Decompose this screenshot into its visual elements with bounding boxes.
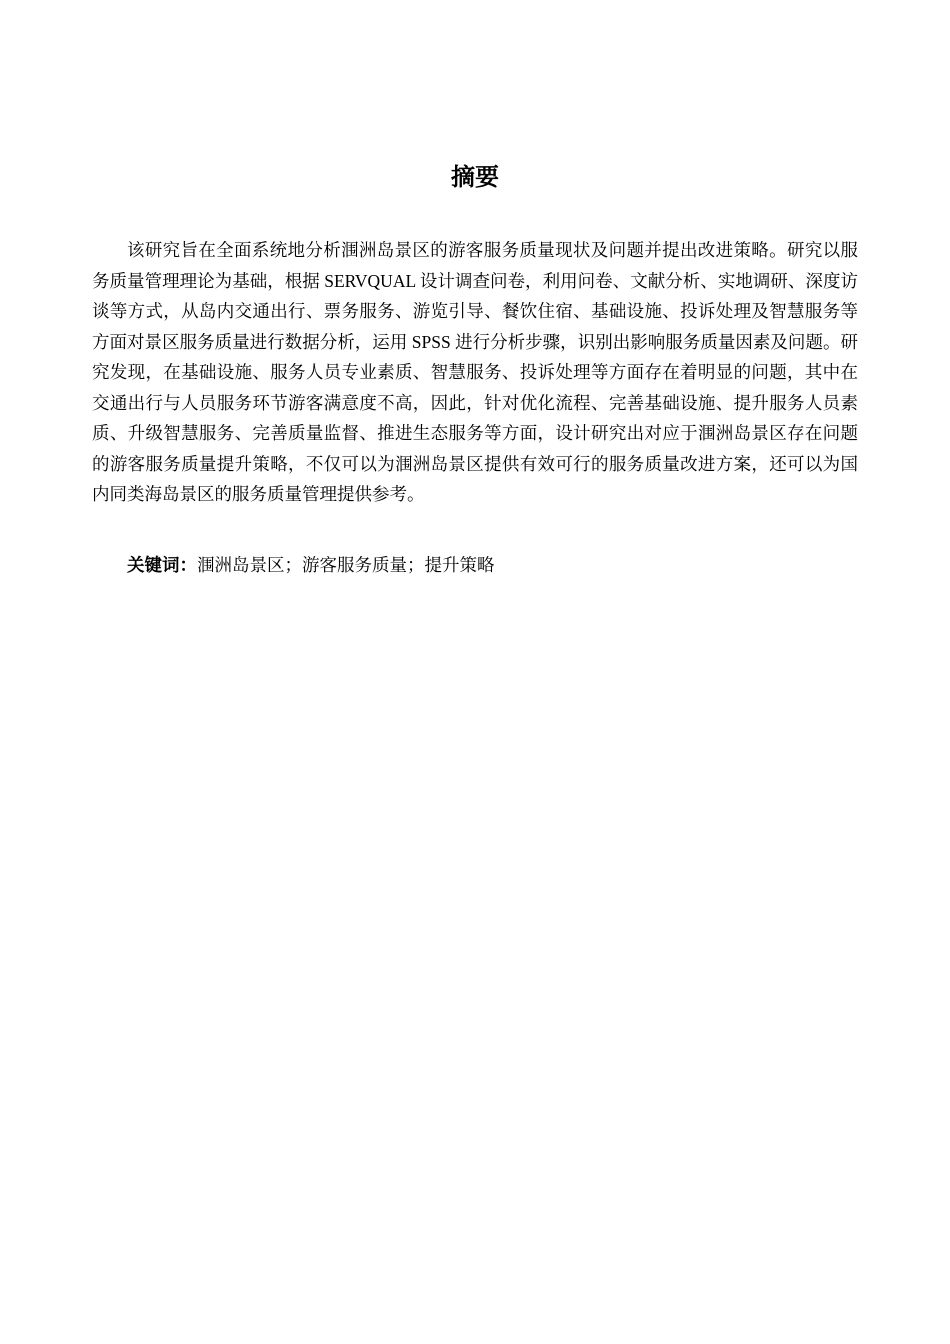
keywords-line <box>92 550 858 581</box>
abstract-body: 该研究旨在全面系统地分析涠洲岛景区的游客服务质量现状及问题并提出改进策略。研究以服务质量管理理论为基础，根据 SERVQUAL 设计调查问卷，利用问卷、文献分析、实地调研、深度访谈等方式，从岛内交通出行、票务服务、游览引导、餐饮住宿、基础设施、投诉处理及智慧服务等方面对景区服务质量进行数据分析，运用 SPSS 进行分析步骤，识别出影响服务质量因素及问题。研究发现，在基础设施、服务人员专业素质、智慧服务、投诉处理等方面存在着明显的问题，其中在交通出行与人员服务环节游客满意度不高，因此，针对优化流程、完善基础设施、提升服务人员素质、升级智慧服务、完善质量监督、推进生态服务等方面，设计研究出对应于涠洲岛景区存在问题的游客服务质量提升策略，不仅可以为涠洲岛景区提供有效可行的服务质量改进方案，还可以为国内同类海岛景区的服务质量管理提供参考。 <box>92 240 858 504</box>
keywords-label: 关键词： <box>127 556 197 576</box>
abstract-title: 摘要 <box>451 163 499 191</box>
keywords-value: 涠洲岛景区；游客服务质量；提升策略 <box>197 555 495 575</box>
